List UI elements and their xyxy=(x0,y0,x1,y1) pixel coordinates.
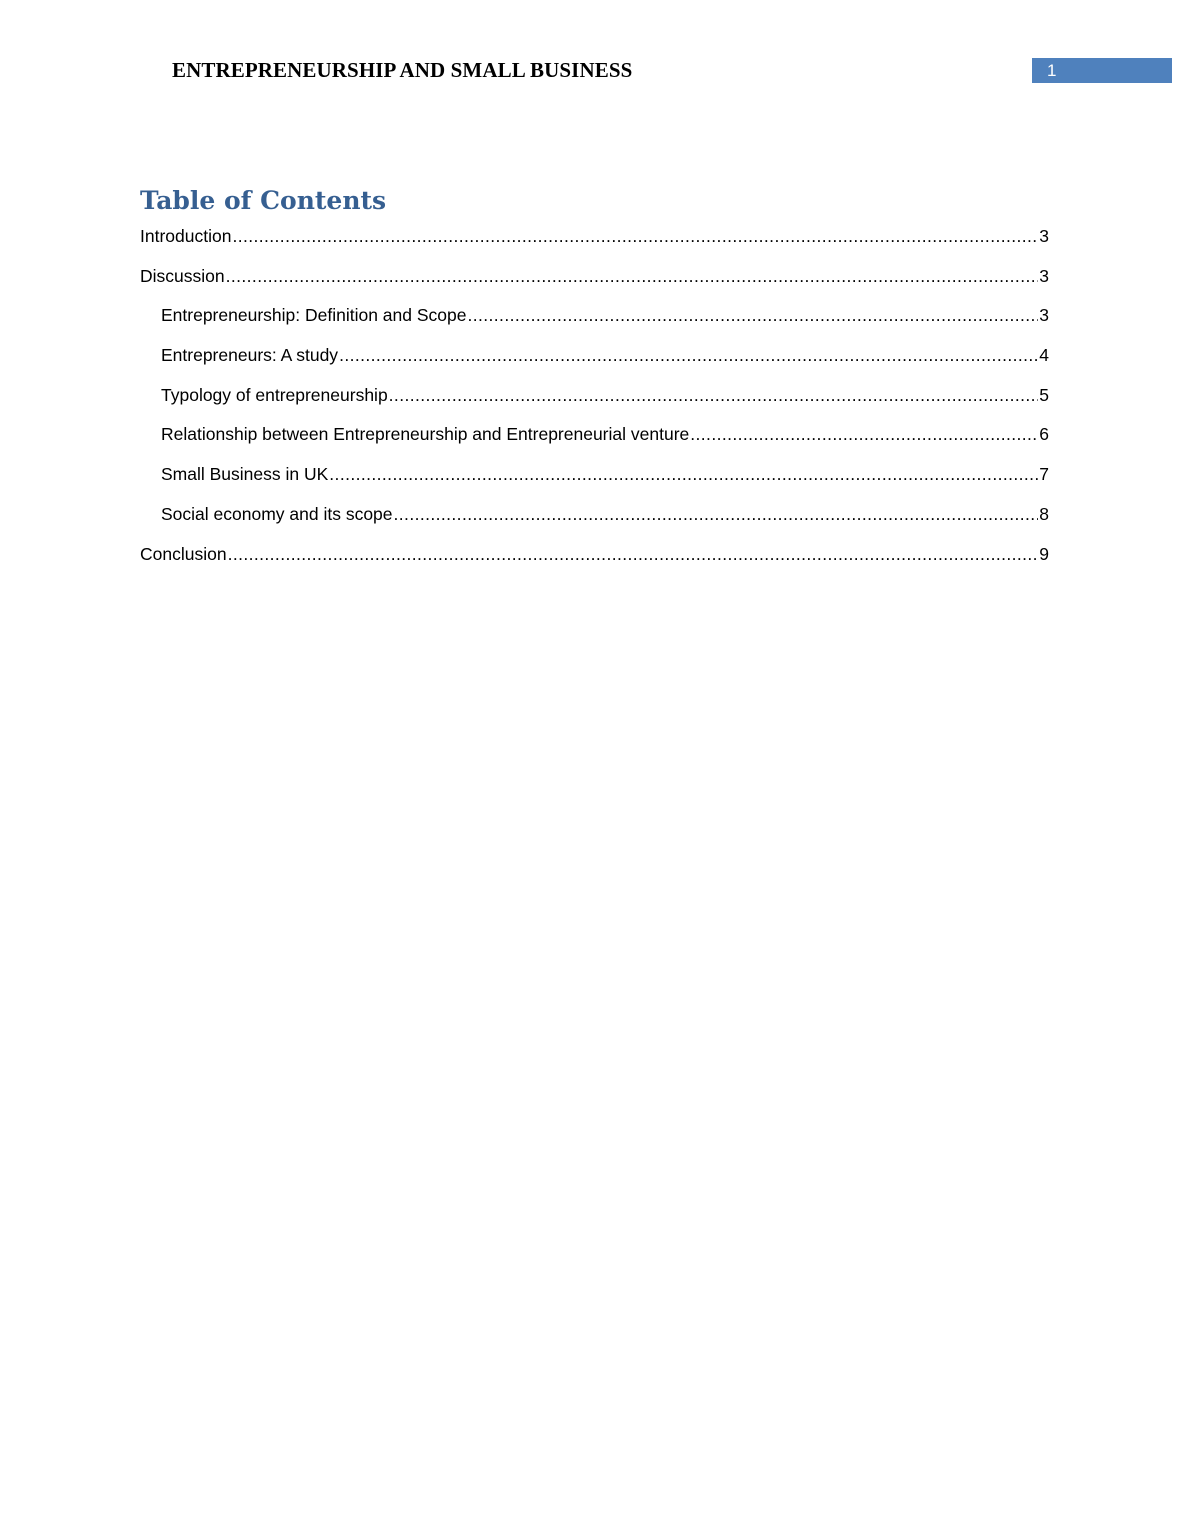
toc-entry-page: 3 xyxy=(1039,265,1049,286)
toc-entry-conclusion[interactable] xyxy=(140,544,1049,584)
toc-entry-small-business-uk[interactable] xyxy=(140,464,1049,504)
toc-entry-label: Discussion xyxy=(140,265,225,286)
toc-entry-relationship[interactable] xyxy=(140,424,1049,464)
toc-entry-page: 3 xyxy=(1039,226,1049,246)
toc-entry-label: Social economy and its scope xyxy=(161,503,393,524)
toc-entry-introduction[interactable] xyxy=(140,226,1049,266)
dot-leader xyxy=(389,385,1039,406)
dot-leader xyxy=(232,226,1038,247)
toc-entry-label: Conclusion xyxy=(140,543,227,564)
dot-leader xyxy=(226,266,1039,287)
toc-entry-page: 5 xyxy=(1039,384,1049,405)
dot-leader xyxy=(329,464,1038,485)
table-of-contents xyxy=(140,226,1049,583)
page-number-badge xyxy=(1032,58,1172,83)
toc-entry-entrepreneurs-study[interactable] xyxy=(140,345,1049,385)
toc-entry-discussion[interactable] xyxy=(140,266,1049,306)
toc-entry-label: Entrepreneurship: Definition and Scope xyxy=(161,305,467,326)
toc-entry-label: Relationship between Entrepreneurship and Entrepreneurial venture xyxy=(161,424,690,445)
page-number: 1 xyxy=(1047,61,1057,80)
toc-entry-page: 4 xyxy=(1039,345,1049,366)
toc-entry-page: 3 xyxy=(1039,305,1049,326)
dot-leader xyxy=(339,345,1038,366)
toc-entry-label: Typology of entrepreneurship xyxy=(161,384,388,405)
toc-entry-label: Introduction xyxy=(140,226,232,246)
dot-leader xyxy=(467,305,1038,326)
toc-entry-page: 6 xyxy=(1039,424,1049,445)
dot-leader xyxy=(690,424,1038,445)
dot-leader xyxy=(394,504,1039,525)
toc-entry-definition-and-scope[interactable] xyxy=(140,305,1049,345)
toc-heading: Table of Contents xyxy=(140,186,387,215)
running-header-title: ENTREPRENEURSHIP AND SMALL BUSINESS xyxy=(172,58,633,82)
toc-entry-label: Entrepreneurs: A study xyxy=(161,345,339,366)
toc-entry-label: Small Business in UK xyxy=(161,464,329,485)
toc-entry-typology[interactable] xyxy=(140,385,1049,425)
toc-entry-page: 8 xyxy=(1039,503,1049,524)
dot-leader xyxy=(228,544,1039,565)
toc-entry-page: 9 xyxy=(1039,543,1049,564)
toc-entry-social-economy[interactable] xyxy=(140,504,1049,544)
toc-entry-page: 7 xyxy=(1039,464,1049,485)
